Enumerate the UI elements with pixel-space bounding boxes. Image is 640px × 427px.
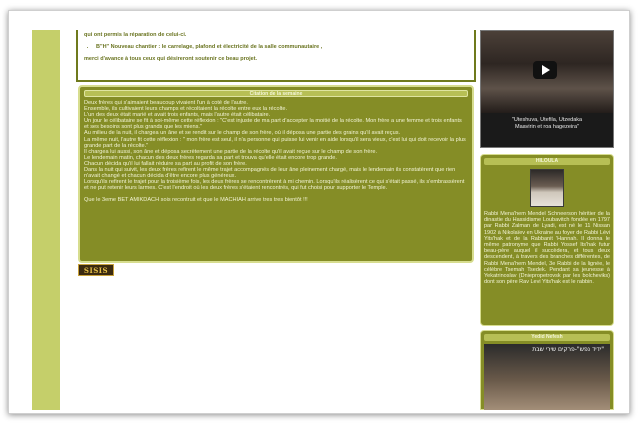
announcement-line: qui ont permis la réparation de celui-ci. bbox=[84, 32, 187, 38]
rabbi-portrait bbox=[530, 169, 564, 207]
story-title: Citation de la semaine bbox=[84, 90, 468, 97]
video-caption-line: "Uteshuva, Utefila, Utzedaka bbox=[511, 117, 583, 123]
left-green-band bbox=[32, 30, 60, 410]
announcement-box bbox=[76, 30, 476, 82]
video-caption-line: Maavirin et roa hagezeira" bbox=[514, 124, 579, 130]
story-body bbox=[84, 100, 468, 204]
video-caption bbox=[481, 117, 613, 131]
logo-banner[interactable] bbox=[78, 264, 114, 276]
yedid-nefesh-video-title: "ידיד נפש"-פרקים שירי שבת bbox=[532, 346, 604, 353]
play-icon[interactable] bbox=[533, 61, 557, 79]
hiloula-panel bbox=[480, 154, 614, 326]
story-paragraph: Chacun décida qu'il lui fallait réduire sa part au profit de son frère. bbox=[84, 160, 247, 167]
announcement-thanks: merci d'avance à tous ceux qui désireront soutenir ce beau projet. bbox=[84, 56, 258, 62]
logo-banner-text: SISIS bbox=[83, 265, 109, 275]
story-paragraph: Le lendemain matin, chacun des deux frères regarda sa part et trouva qu'elle était encore trop grande. bbox=[84, 154, 337, 161]
hiloula-title: HILOULA bbox=[484, 158, 610, 165]
story-paragraph: La même nuit, l'autre fit cette réflexion : " mon frère est seul, il n'a personne qui puisse lui venir en aide lorsqu'il sera vieux, c'est lui qui doit recevoir la plus grande part de la récolte." bbox=[84, 136, 466, 149]
story-paragraph: Il chargea lui aussi, son âne et déposa secrètement une partie de la récolte qu'il avait reçue sur le champ de son frère. bbox=[84, 148, 378, 155]
yedid-nefesh-title: Yedid Nefesh bbox=[484, 334, 610, 341]
story-closing: Que le 3eme BET AMIKDACH sois recontruit et que le MACHIAH arrive tres tres bientôt !!! bbox=[84, 197, 308, 204]
website-screenshot bbox=[32, 30, 616, 410]
story-paragraph: Lorsqu'ils refirent le trajet pour la troisième fois, les deux frères se rencontrèrent à mi chemin. Lorsqu'ils réalisèrent ce qui s'était passé, ils s'embrassèrent et ne put retenir leurs larmes. C'est l'endroit où les deux frères s'étaient rencontrés, qui fut choisi pour supporter le Temple. bbox=[84, 179, 465, 192]
story-paragraph: Dans la nuit qui suivit, les deux frères refirent le même trajet accompagnés de leur âne pleinement chargé, mais le lendemain ils constatèrent que rien n'avait changé et chacun décida d'être encore plus généreux. bbox=[84, 167, 456, 180]
announcement-list bbox=[96, 44, 468, 50]
story-paragraph: Deux frères qui s'aimaient beaucoup vivaient l'un à coté de l'autre. bbox=[84, 100, 248, 106]
story-paragraph: Au milieu de la nuit, il chargea un âne et se rendit sur le champ de son frère, où il déposa une partie des grains qu'il avait reçus. bbox=[84, 130, 401, 137]
hiloula-text: Rabbi Mena'hem Mendel Schneerson héritier de la dinastie du Hassidisme Loubavitch fondée en 1797 par Rabbi Zalman de Lyadi, est né le 11 Nissan 1902 à Nikolaïev en Ukraine au foyer de Rabbi Lévi Yits'hak et de la Rabbanit 'Hannah. Il donna le même patronyme que Rabbi Yossef Its'hak futur beau-père auquel il succèdera, et tous deux descendent, à travers des branches différentes, de Rabbi Mena'hem Mendel, 3e Rabbi de la lignée, le célèbre Tsemah Tsedek. Pendant sa jeunesse à Yekatrinoslav (Dniepropetrovsk par les bolcheviks) dont son père Rav Levi Yits'hak est le rabbin. bbox=[484, 211, 610, 286]
story-paragraph: Un jour le célibataire se fit à soi-même cette réflexion : "C'est injuste de ma part d'accepter la moitié de la récolte. Mon frère a une femme et trois enfants et ses besoins sont plus grands que les miens." bbox=[84, 118, 462, 131]
video-player[interactable] bbox=[480, 30, 614, 148]
story-paragraph: Ensemble, ils cultivaient leurs champs et récoltaient la récolte entre eux la récolte. bbox=[84, 106, 288, 113]
story-panel bbox=[78, 85, 474, 263]
yedid-nefesh-video[interactable] bbox=[484, 344, 610, 410]
yedid-nefesh-panel bbox=[480, 330, 614, 410]
announcement-bullet: • B"H" Nouveau chantier : le carrelage, plafond et électricité de la salle communautaire , bbox=[96, 44, 468, 50]
story-paragraph: L'un des deux était marié et avait trois enfants, mais l'autre était célibataire. bbox=[84, 112, 271, 119]
